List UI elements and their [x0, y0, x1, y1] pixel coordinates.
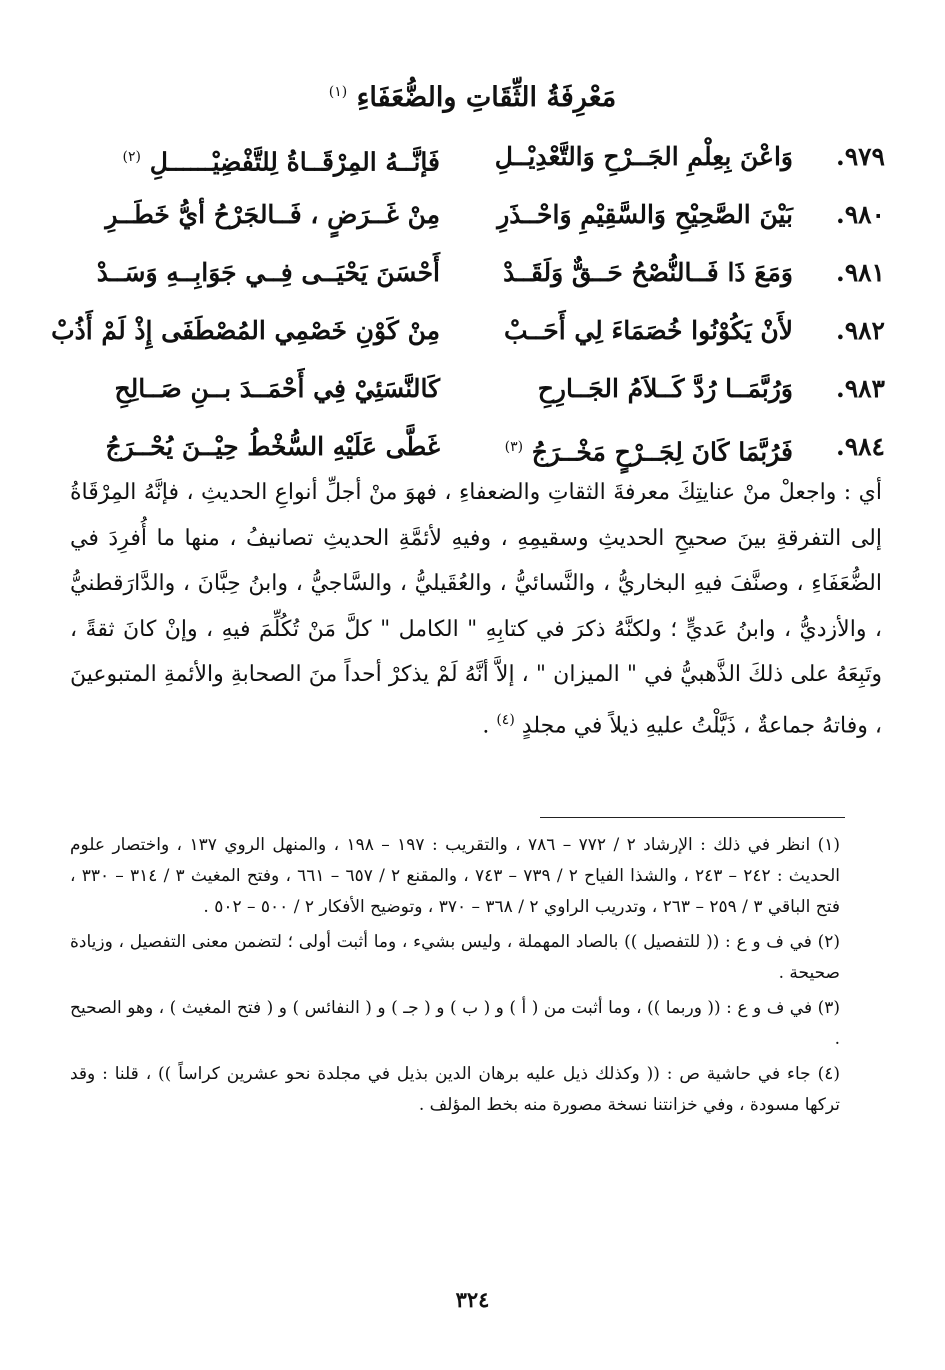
- verse-second-hemistich: مِنْ كَوْنِ خَصْمِي المُصْطَفَى إِذْ لَمْ أَذُبْ: [51, 316, 440, 345]
- verse-number: ٩٧٩.: [835, 142, 885, 171]
- verse-second-hemistich-text: فَإنَّــهُ المِرْقَــاةُ لِلتَّفْضِيْــــــلِ: [149, 147, 440, 177]
- footnote: [70, 830, 840, 923]
- footnote-text: جاء في حاشية ص : (( وكذلك ذيل عليه برهان الدين بذيل في مجلدة نحو عشرين كراساً )) ، قلنا : وقد تركها مسودة ، وفي خزانتنا نسخة مصورة منه بخط المؤلف .: [70, 1064, 840, 1115]
- footnote-text: في ف و ع : (( للتفصيل )) بالصاد المهملة ، وليس بشيء ، وما أثبت أولى ؛ لتضمن معنى التفصيل ، وزيادة صحيحة .: [70, 932, 840, 983]
- verse-number: ٩٨٢.: [835, 316, 885, 345]
- verse-number: ٩٨٠.: [835, 200, 885, 229]
- verse-row: [70, 360, 885, 418]
- page-number: ٣٢٤: [455, 1287, 490, 1312]
- verse-number: ٩٨١.: [835, 258, 885, 287]
- verse-second-hemistich: أَحْسَنَ يَحْيَــى فِــي جَوَابِــهِ وَسَــدْ: [96, 258, 440, 287]
- title-footnote-ref: (١): [328, 84, 348, 100]
- verse-first-hemistich: بَيْنَ الصَّحِيْحِ وَالسَّقِيْمِ وَاحْــذَرِ: [497, 200, 793, 229]
- footnote-label: (٣): [817, 998, 840, 1018]
- footnote: [70, 1059, 840, 1121]
- verse-row: [51, 302, 885, 360]
- commentary-text: أي : واجعلْ منْ عنايتِكَ معرفةَ الثقاتِ والضعفاءِ ، فهوَ منْ أجلِّ أنواعِ الحديثِ ، فإنَّهُ المِرْقَاةُ إلى التفرقةِ بينَ صحيحِ الحديثِ وسقيمِهِ ، وفيهِ لأئمَّةِ الحديثِ تصانيفُ ، منها ما أُفرِدَ في الضُّعَفَاءِ ، وصنَّفَ فيهِ البخاريُّ ، والنَّسائيُّ ، والعُقَيليُّ ، والسَّاجيُّ ، وابنُ حِبَّانَ ، والدَّارَقطنيُّ ، والأزديُّ ، وابنُ عَديٍّ ؛ ولكنَّهُ ذكرَ في كتابِهِ " الكامل " كلَّ مَنْ تُكُلِّمَ فيهِ ، وإنْ كانَ ثقةً ، وتَبِعَهُ على ذلكَ الذَّهبيُّ في " الميزان " ، إلاَّ أنَّهُ لَمْ يذكرْ أحداً منَ الصحابةِ والأئمةِ المتبوعينَ ، وفاتهُ جماعةٌ ، ذَيَّلْتُ عليهِ ذيلاً في مجلدٍ: [70, 480, 882, 738]
- footnote-text: في ف و ع : (( وربما )) ، وما أثبت من ( أ ) و ( ب ) و ( جـ ) و ( النفائس ) و ( فتح المغيث ) ، وهو الصحيح .: [70, 998, 840, 1049]
- verse-first-hemistich: وَاعْنَ بِعِلْمِ الجَــرْحِ وَالتَّعْدِيْــلِ: [494, 142, 793, 171]
- footnote-separator: [540, 817, 845, 818]
- verse-second-hemistich: مِنْ غَــرَضٍ ، فَــالجَرْحُ أيُّ خَطَــرِ: [105, 200, 440, 229]
- verse-footnote-ref: (٣): [504, 439, 524, 455]
- verse-footnote-ref: (٢): [122, 149, 141, 165]
- footnote-label: (٤): [817, 1064, 840, 1084]
- verse-first-hemistich: وَرُبَّمَــا رُدَّ كَــلاَمُ الجَــارِحِ: [537, 374, 793, 403]
- verse-row: [70, 186, 885, 244]
- footnote-label: (٢): [817, 932, 841, 952]
- verse-second-hemistich: كَالنَّسَئِيْ فِي أَحْمَــدَ بــنِ صَــالِحِ: [114, 374, 440, 403]
- footnote: [70, 927, 840, 989]
- chapter-title-text: مَعْرِفَةُ الثِّقَاتِ والضُّعَفَاءِ: [356, 82, 617, 113]
- verse-number: ٩٨٣.: [835, 374, 885, 403]
- verse-second-hemistich: [70, 128, 440, 191]
- verse-first-hemistich: وَمَعَ ذَا فَــالنُّصْحُ حَــقٌّ وَلَقَــدْ: [503, 258, 793, 287]
- footnote-label: (١): [817, 835, 840, 855]
- commentary-paragraph: [70, 470, 882, 748]
- verse-second-hemistich: غَطَّى عَلَيْهِ السُّخْطُ حِيْــنَ يُحْــرَجُ: [105, 432, 440, 461]
- footnotes-block: [70, 830, 840, 1125]
- verse-row: [70, 128, 885, 186]
- verse-row: [70, 418, 885, 476]
- chapter-title: [0, 72, 945, 118]
- footnote-text: انظر في ذلك : الإرشاد ٢ / ٧٧٢ – ٧٨٦ ، والتقريب : ١٩٧ – ١٩٨ ، والمنهل الروي ١٣٧ ، واختصار علوم الحديث : ٢٤٢ – ٢٤٣ ، والشذا الفياح ٢ / ٧٣٩ – ٧٤٣ ، والمقنع ٢ / ٦٥٧ – ٦٦١ ، وفتح المغيث ٣ / ٣١٤ – ٣٣٠ ، فتح الباقي ٣ / ٢٥٩ – ٢٦٣ ، وتدريب الراوي ٢ / ٣٦٨ – ٣٧٠ ، وتوضيح الأفكار ٢ / ٥٠٠ – ٥٠٢ .: [70, 835, 841, 917]
- verses-block: [51, 128, 885, 476]
- verse-first-hemistich: لأَنْ يَكُوْنُوا خُصَمَاءَ لِي أَحَــبْ: [504, 316, 793, 345]
- commentary-text-wrapper: أي : واجعلْ منْ عنايتِكَ معرفةَ الثقاتِ والضعفاءِ ، فهوَ منْ أجلِّ أنواعِ الحديثِ ، فإنَّهُ المِرْقَاةُ إلى التفرقةِ بينَ صحيحِ الحديثِ وسقيمِهِ ، وفيهِ لأئمَّةِ الحديثِ تصانيفُ ، منها ما أُفرِدَ في الضُّعَفَاءِ ، وصنَّفَ فيهِ البخاريُّ ، والنَّسائيُّ ، والعُقَيليُّ ، والسَّاجيُّ ، وابنُ حِبَّانَ ، والدَّارَقطنيُّ ، والأزديُّ ، وابنُ عَديٍّ ؛ ولكنَّهُ ذكرَ في كتابِهِ " الكامل " كلَّ مَنْ تُكُلِّمَ فيهِ ، وإنْ كانَ ثقةً ، وتَبِعَهُ على ذلكَ الذَّهبيُّ في " الميزان " ، إلاَّ أنَّهُ لَمْ يذكرْ أحداً منَ الصحابةِ والأئمةِ المتبوعينَ ، وفاتهُ جماعةٌ ، ذَيَّلْتُ عليهِ ذيلاً في مجلدٍ $^{(٤)}$ .: [70, 480, 882, 738]
- verse-first-hemistich-text: فَرُبَّمَا كَانَ لِجَــرْحٍ مَخْــرَجُ: [531, 437, 793, 467]
- verse-row: [70, 244, 885, 302]
- footnote: [70, 993, 840, 1055]
- verse-number: ٩٨٤.: [835, 432, 885, 461]
- commentary-footnote-ref: (٤): [496, 711, 515, 728]
